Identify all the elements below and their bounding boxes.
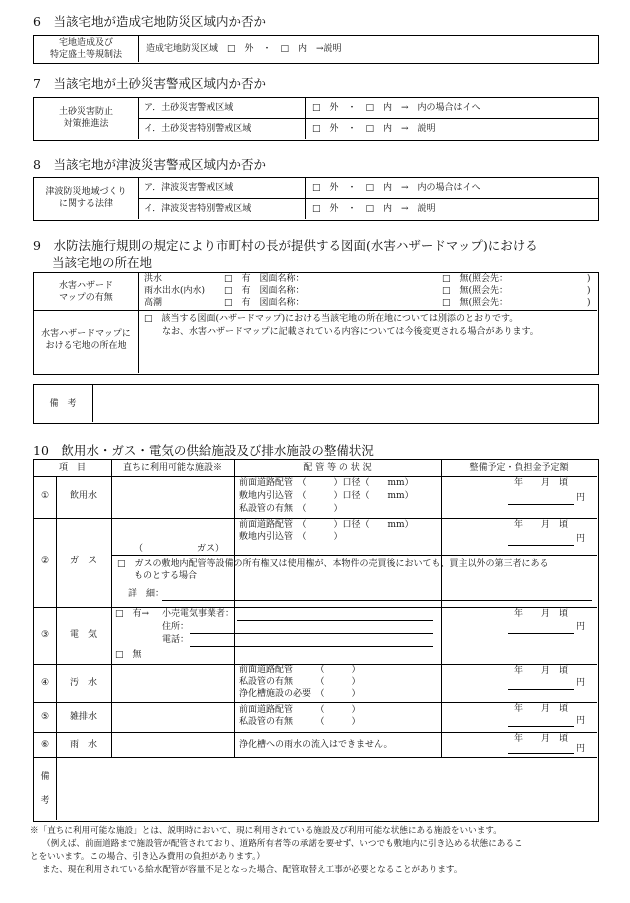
s7-row-b: イ．土砂災害特別警戒区域 [144,124,252,134]
s8-row-a: ア．津波災害警戒区域 [144,183,234,193]
s8-law-line2: に関する法律 [58,199,113,209]
s7-row-a-options: □ 外 ・ □ 内 → 内の場合はイへ [312,103,481,113]
section-10-table: 項 目 直ちに利用可能な施設※ 配 管 等 の 状 況 整備予定・負担金予定額 ① 飲用水 前面道路配管 （ ）口径（ mm） 敷地内引込管 （ ）口径（ mm） 私設管の有無 （ ） 年 月 頃 円 ② ガ ス 前面道路配管 （ ）口径（ mm） 敷地内引込管 （ ） （ ガス） 年 月 頃 円 □ ガスの敷地内配管等設備の所有権又は使用権が、本物件の売買後においても、買主以外の第三者にある ものとする場合 詳 細： ③ 電 気 □ 有→ 小売電気事業者： 住所： 電話： □ 無 年 月 頃 円 ④ 汚 水 前面道路配管 （ ） 私設管の有無 （ ） 浄化槽施設の必要 （ ） 年 月 頃 円 ⑤ 雑排水 前面道路配管 （ ） 私設管の有無 （ ） 年 月 頃 円 ⑥ 雨 水 浄化槽への雨水の流入はできません。 年 月 頃 円 備 考 [33,459,599,822]
remarks-label: 備 考 [49,399,77,409]
elec-yes: □ 有→ [115,609,150,619]
s8-row-b-options: □ 外 ・ □ 内 → 説明 [312,204,436,214]
note-line3: とをいいます。この場合、引き込み費用の負担があります。） [30,852,265,862]
col-header-item: 項 目 [58,463,86,473]
section-8-table [33,177,599,221]
col-header-piping: 配 管 等 の 状 況 [303,463,372,473]
remarks-box [33,384,599,424]
section-6-title: 6 当該宅地が造成宅地防災区域内か否か [33,14,266,29]
s9-location-text1: □ 該当する図面(ハザードマップ)における当該宅地の所在地については別添のとおりです。 [144,314,519,324]
gas-note-line2: ものとする場合 [134,571,198,581]
s10-remarks-label-1: 備 [40,772,50,782]
s10-remarks-label-2: 考 [40,796,50,806]
col-header-plan: 整備予定・負担金予定額 [469,463,569,473]
gas-detail: 詳 細： [128,589,165,599]
section-8-title: 8 当該宅地が津波災害警戒区域内か否か [33,157,266,172]
s7-law-line2: 対策推進法 [63,119,109,129]
section-7-title: 7 当該宅地が土砂災害警戒区域内か否か [33,76,266,91]
section-10-title: 10 飲用水・ガス・電気の供給施設及び排水施設の整備状況 [33,443,374,458]
section-9-title-line1: 9 水防法施行規則の規定により市町村の長が提供する図面(水害ハザードマップ)における [33,238,538,253]
elec-company: 小売電気事業者： [162,609,235,619]
s6-law-line1: 宅地造成及び [58,38,113,48]
s6-law-line2: 特定盛土等規制法 [49,50,122,60]
gas-type: （ ガス） [134,544,225,554]
s9-location-text2: なお、水害ハザードマップに記載されている内容については今後変更される場合があります。 [162,327,539,337]
note-line2: （例えば、前面道路まで施設管が配管されており、道路所有者等の承諾を要せず、いつでも敷地内に引き込める状態にあるこ [42,839,523,849]
s7-row-b-options: □ 外 ・ □ 内 → 説明 [312,124,436,134]
note-line4: また、現在利用されている給水配管が容量不足となった場合、配管取替え工事が必要となることがあります。 [42,865,463,875]
s9-map-label-line1: 水害ハザード [58,281,113,291]
s8-row-b: イ．津波災害特別警戒区域 [144,204,252,214]
s8-row-a-options: □ 外 ・ □ 内 → 内の場合はイへ [312,183,481,193]
s7-row-a: ア．土砂災害警戒区域 [144,103,234,113]
elec-address: 住所： [162,622,190,632]
s8-law-line1: 津波防災地域づくり [45,187,127,197]
section-9-table: 水害ハザード マップの有無 洪水 □ 有 図面名称： □ 無(照会先： ) 雨水出水(内水) □ 有 図面名称： □ 無(照会先： ) 高潮 □ 有 図面名称： □ 無(照会先： ) 水害ハザードマップに おける宅地の所在地 □ 該当する図面(ハザードマップ)における当該宅地の所在地については別添のとおりです。 なお、水害ハザードマップに記載されている内容については今後変更される場合があります。 [33,272,599,375]
elec-no: □ 無 [115,650,142,660]
col-header-available: 直ちに利用可能な施設※ [122,463,222,473]
s9-location-label-line2: おける宅地の所在地 [45,341,127,351]
section-6-table [33,35,599,64]
s9-map-label-line2: マップの有無 [59,293,113,303]
s7-law-line1: 土砂災害防止 [58,107,113,117]
s6-row: 造成宅地防災区域 □ 外 ・ □ 内 →説明 [146,44,342,54]
gas-note-line1: □ ガスの敷地内配管等設備の所有権又は使用権が、本物件の売買後においても、買主以外の第三者にある [117,559,549,569]
elec-phone: 電話： [162,635,190,645]
note-line1: ※「直ちに利用可能な施設」とは、説明時において、現に利用されている施設及び利用可能な状態にある施設をいいます。 [30,826,502,836]
section-9-title-line2: 当該宅地の所在地 [52,255,153,270]
s9-location-label-line1: 水害ハザードマップに [41,329,131,339]
section-7-table [33,97,599,141]
